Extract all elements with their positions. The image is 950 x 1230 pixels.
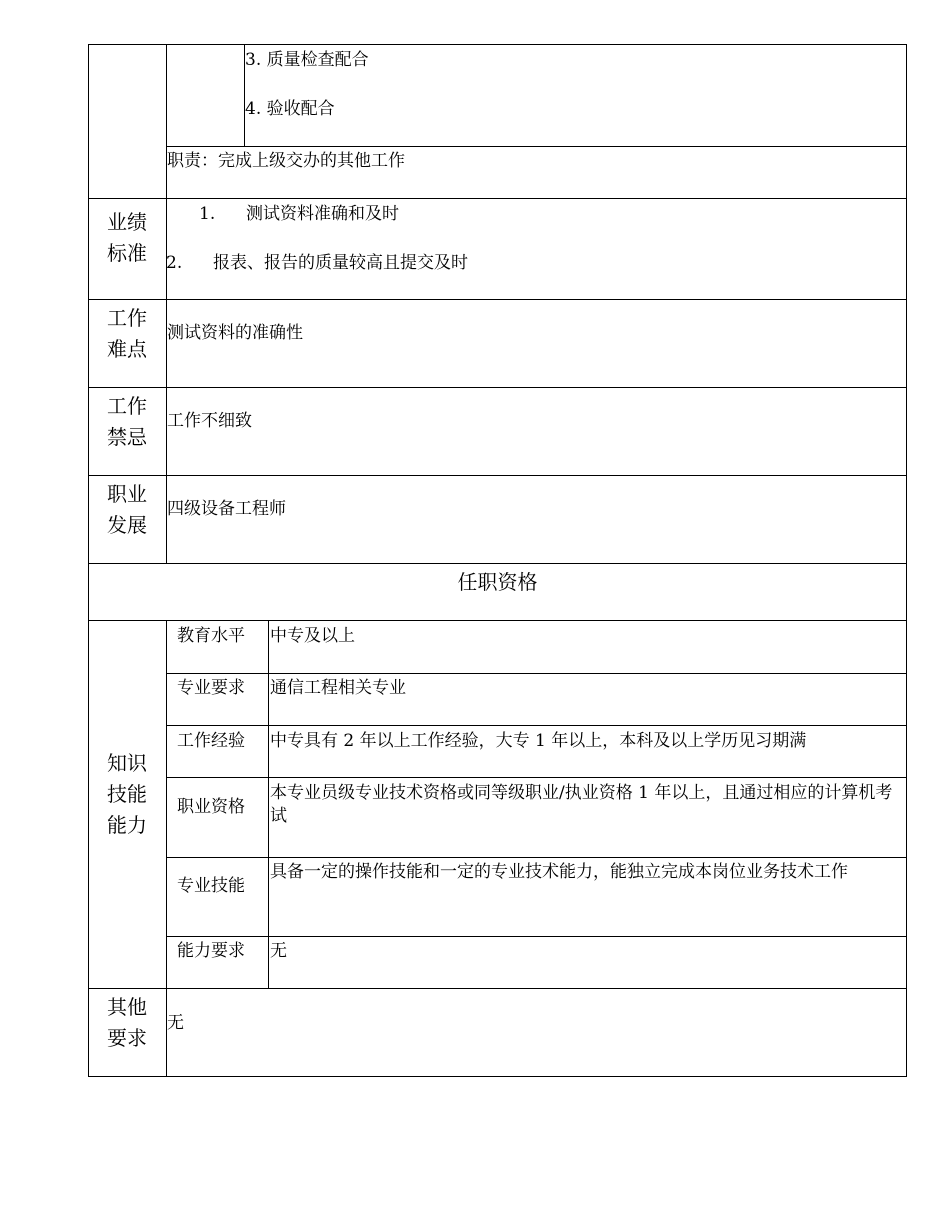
difficulty-label: 工作 难点 (107, 306, 147, 361)
experience-value: 中专具有 2 年以上工作经验，大专 1 年以上，本科及以上学历见习期满 (270, 731, 807, 751)
other-label: 其他 要求 (107, 995, 147, 1050)
performance-label: 业绩 标准 (107, 210, 147, 265)
education-key: 教育水平 (177, 626, 245, 646)
skill-value: 具备一定的操作技能和一定的专业技术能力，能独立完成本岗位业务技术工作 (270, 862, 848, 882)
knowledge-skill-label: 知识 技能 能力 (107, 751, 147, 837)
major-value: 通信工程相关专业 (270, 678, 406, 698)
list-item: 测试资料准确和及时 (246, 204, 399, 224)
list-item-number: 1. (199, 204, 216, 224)
taboo-label: 工作 禁忌 (107, 394, 147, 449)
list-item: 4. 验收配合 (245, 99, 335, 119)
certification-value: 本专业员级专业技术资格或同等级职业/执业资格 1 年以上，且通过相应的计算机考试 (270, 783, 893, 826)
list-item: 报表、报告的质量较高且提交及时 (213, 253, 468, 273)
list-item-number: 2. (166, 253, 183, 273)
skill-key: 专业技能 (177, 876, 245, 896)
education-value: 中专及以上 (270, 626, 355, 646)
ability-key: 能力要求 (177, 941, 245, 961)
career-label: 职业 发展 (107, 482, 147, 537)
other-text: 无 (167, 1013, 184, 1033)
experience-key: 工作经验 (177, 731, 245, 751)
qualification-heading: 任职资格 (457, 570, 538, 594)
major-key: 专业要求 (177, 678, 245, 698)
list-item: 3. 质量检查配合 (245, 50, 369, 70)
taboo-text: 工作不细致 (167, 411, 252, 431)
certification-key: 职业资格 (177, 797, 245, 817)
ability-value: 无 (270, 941, 287, 961)
difficulty-text: 测试资料的准确性 (167, 323, 303, 343)
duty-text: 职责：完成上级交办的其他工作 (167, 151, 405, 171)
career-text: 四级设备工程师 (167, 499, 286, 519)
